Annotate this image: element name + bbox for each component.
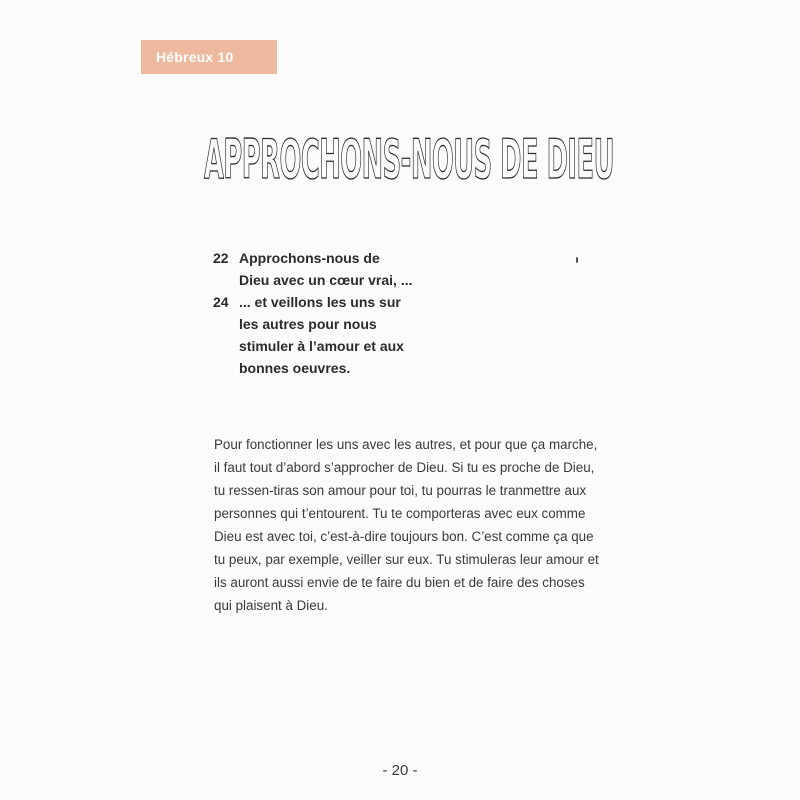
page-title (200, 122, 620, 192)
chapter-tag (141, 40, 277, 74)
print-speck (576, 257, 578, 263)
page-number: - 20 - (382, 762, 418, 779)
chapter-tag-label: Hébreux 10 (156, 49, 234, 65)
verse-number: 22 (213, 250, 229, 266)
verse-item (213, 247, 413, 291)
verse-item (213, 291, 413, 379)
verse-text: Approchons-nous de Dieu avec un cœur vrai, ... (239, 250, 413, 288)
verse-block (213, 247, 413, 379)
verse-number: 24 (213, 294, 229, 310)
body-paragraph: Pour fonctionner les uns avec les autres, et pour que ça marche, il faut tout d’abord s’approcher de Dieu. Si tu es proche de Dieu, tu ressen-tiras son amour pour toi, tu pourras le tranmettre aux personnes qui t’entourent. Tu te comporteras avec eux comme Dieu est avec toi, c’est-à-dire toujours bon. C’est comme ça que tu peux, par exemple, veiller sur eux. Tu stimuleras leur amour et ils auront aussi envie de te faire du bien et de faire des choses qui plaisent à Dieu. (214, 437, 599, 614)
title-outline-lettering (200, 122, 620, 192)
verse-text: ... et veillons les uns sur les autres pour nous stimuler à l’amour et aux bonnes oeuvres. (239, 294, 404, 376)
page-title-text: APPROCHONS-NOUS DE DIEU (204, 128, 614, 191)
